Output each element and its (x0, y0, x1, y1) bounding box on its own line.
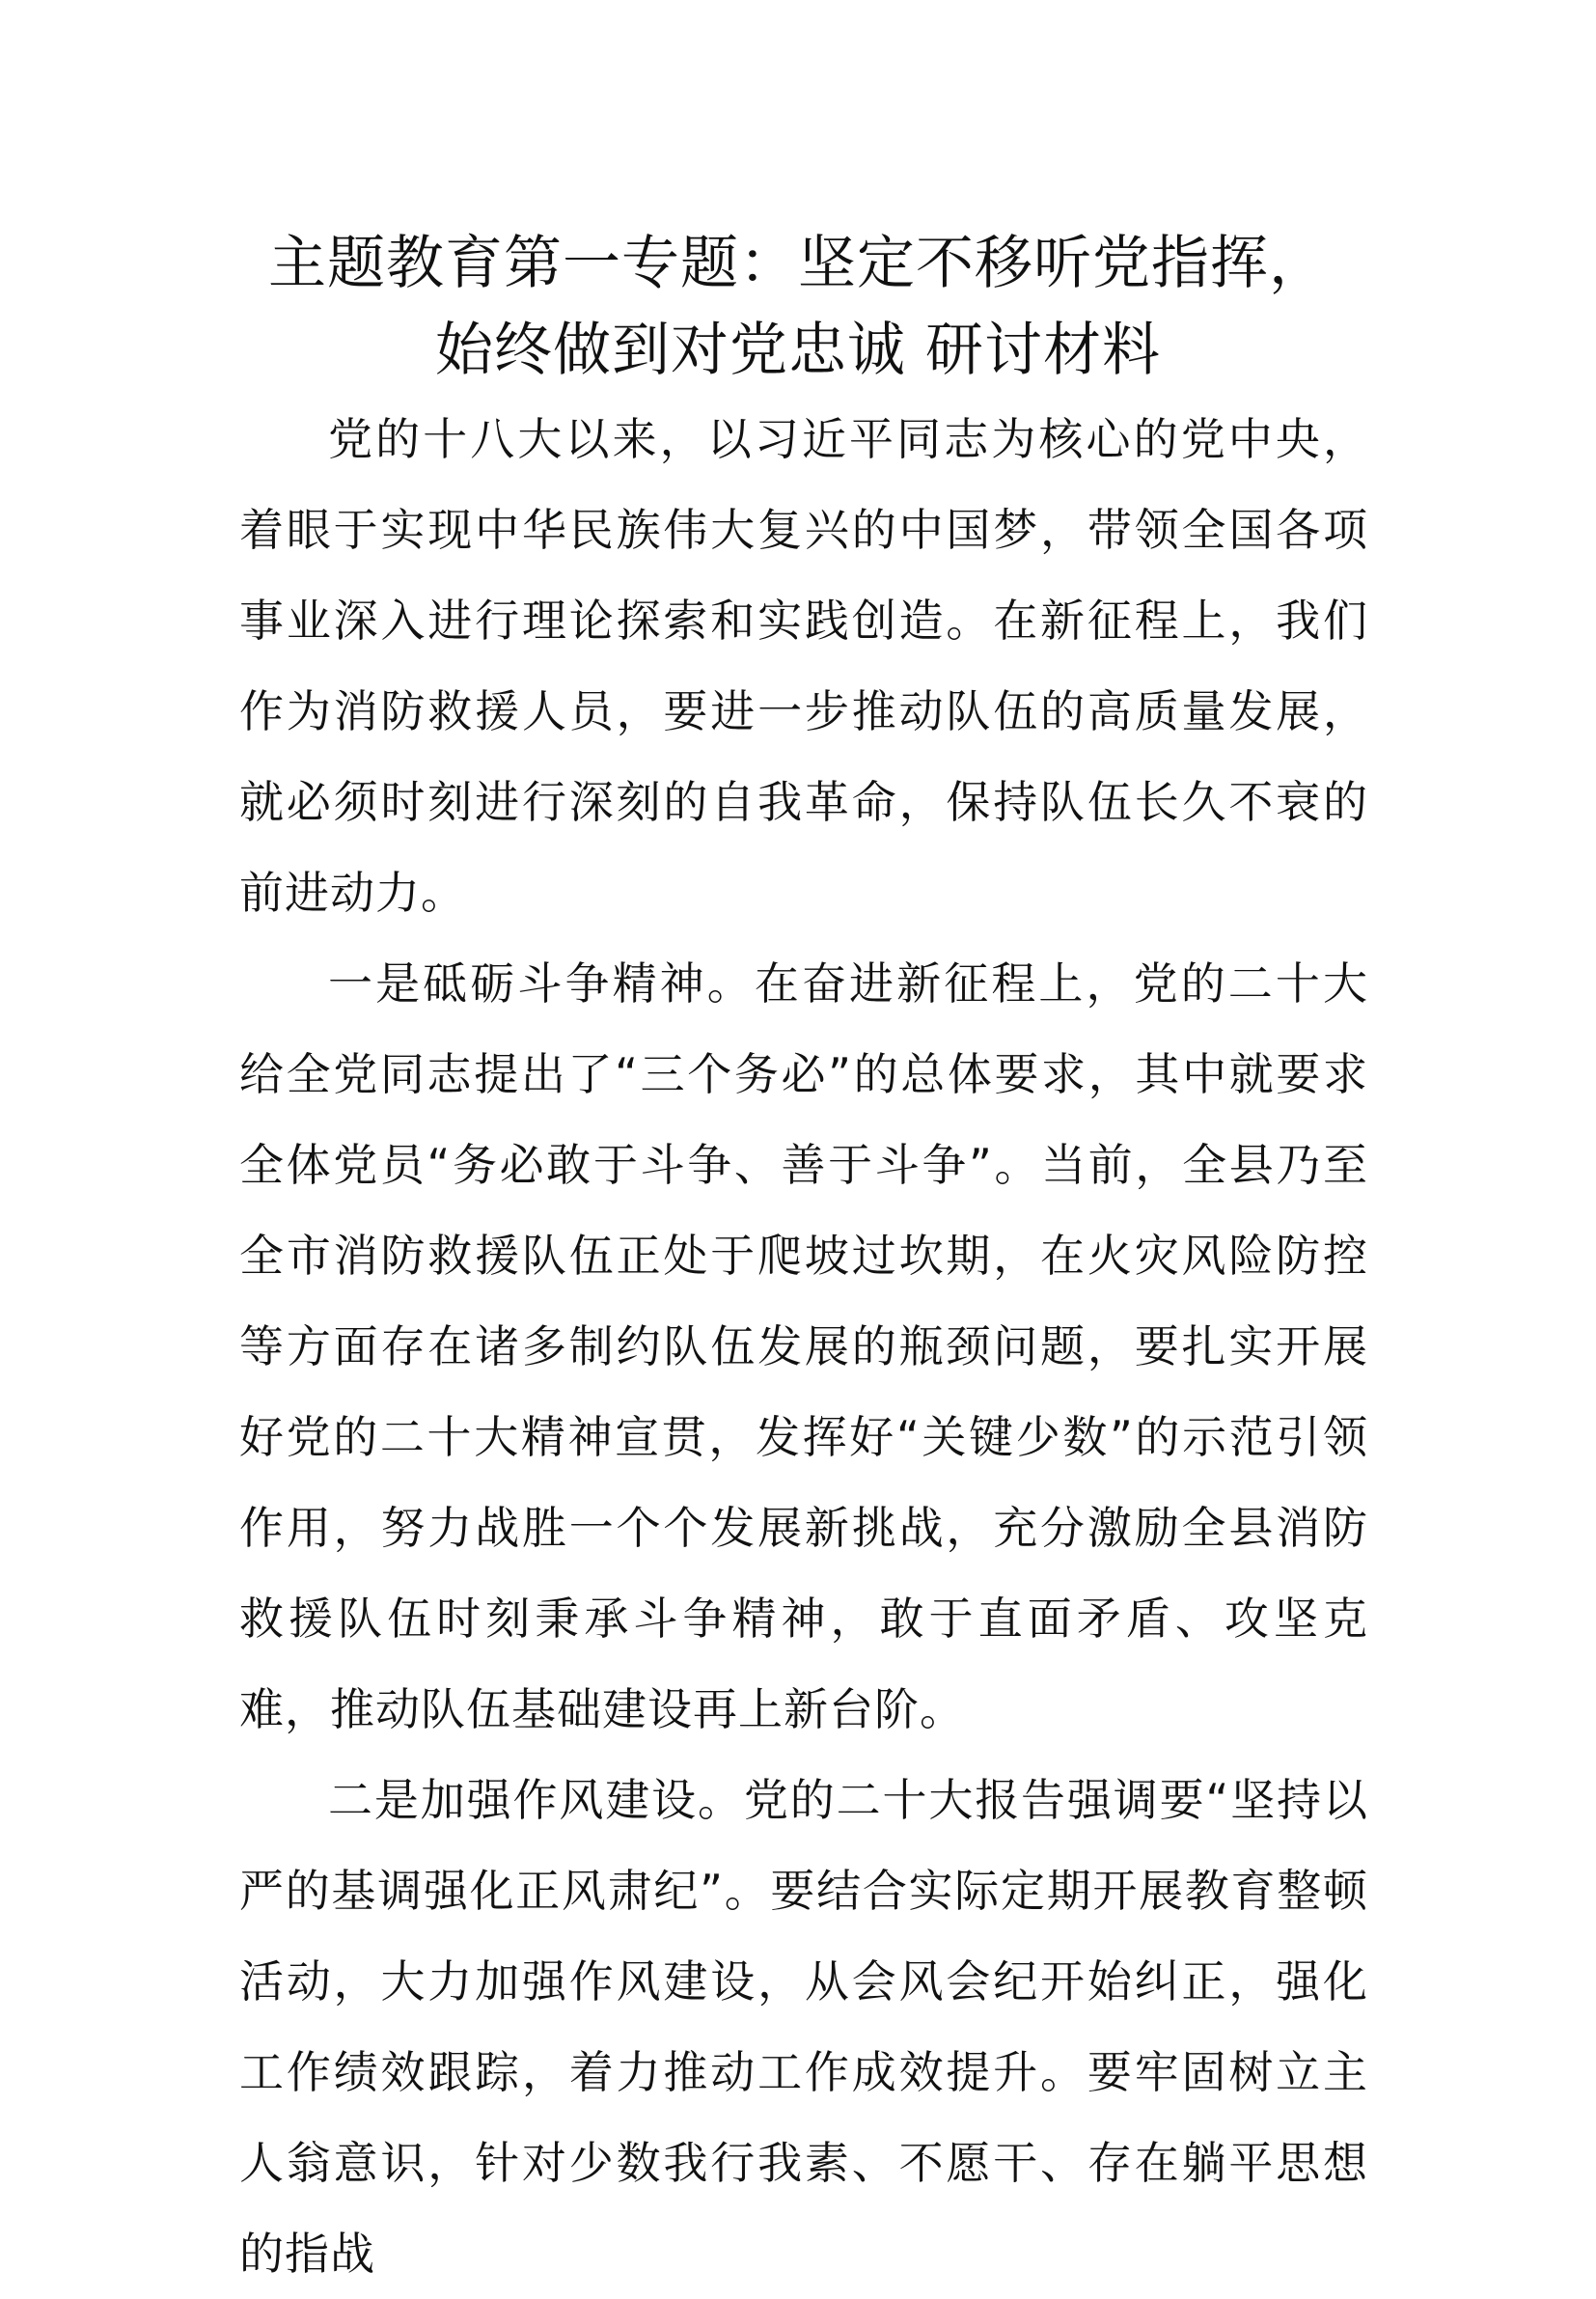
paragraph-intro: 党的十八大以来，以习近平同志为核心的党中央，着眼于实现中华民族伟大复兴的中国梦，带领全国各项事业深入进行理论探索和实践创造。在新征程上，我们作为消防救援人员，要进一步推动队伍的高质量发展，就必须时刻进行深刻的自我革命，保持队伍长久不衰的前进动力。 (239, 413, 1368, 919)
title-line-2: 始终做到对党忠诚 研讨材料 (434, 317, 1162, 384)
document-title (193, 220, 1403, 394)
paragraph-struggle-spirit: 一是砥砺斗争精神。在奋进新征程上，党的二十大给全党同志提出了“三个务必”的总体要求，其中就要求全体党员“务必敢于斗争、善于斗争”。当前，全县乃至全市消防救援队伍正处于爬坡过坎期，在火灾风险防控等方面存在诸多制约队伍发展的瓶颈问题，要扎实开展好党的二十大精神宣贯，发挥好“关键少数”的示范引领作用，努力战胜一个个发展新挑战，充分激励全县消防救援队伍时刻秉承斗争精神，敢于直面矛盾、攻坚克难，推动队伍基础建设再上新台阶。 (239, 957, 1368, 1735)
paragraph-work-style: 二是加强作风建设。党的二十大报告强调要“坚持以严的基调强化正风肃纪”。要结合实际定期开展教育整顿活动，大力加强作风建设，从会风会纪开始纠正，强化工作绩效跟踪，着力推动工作成效提升。要牢固树立主人翁意识，针对少数我行我素、不愿干、存在躺平思想的指战 (239, 1774, 1368, 2280)
document-body (239, 394, 1368, 2299)
title-line-1: 主题教育第一专题：坚定不移听党指挥， (268, 230, 1328, 297)
